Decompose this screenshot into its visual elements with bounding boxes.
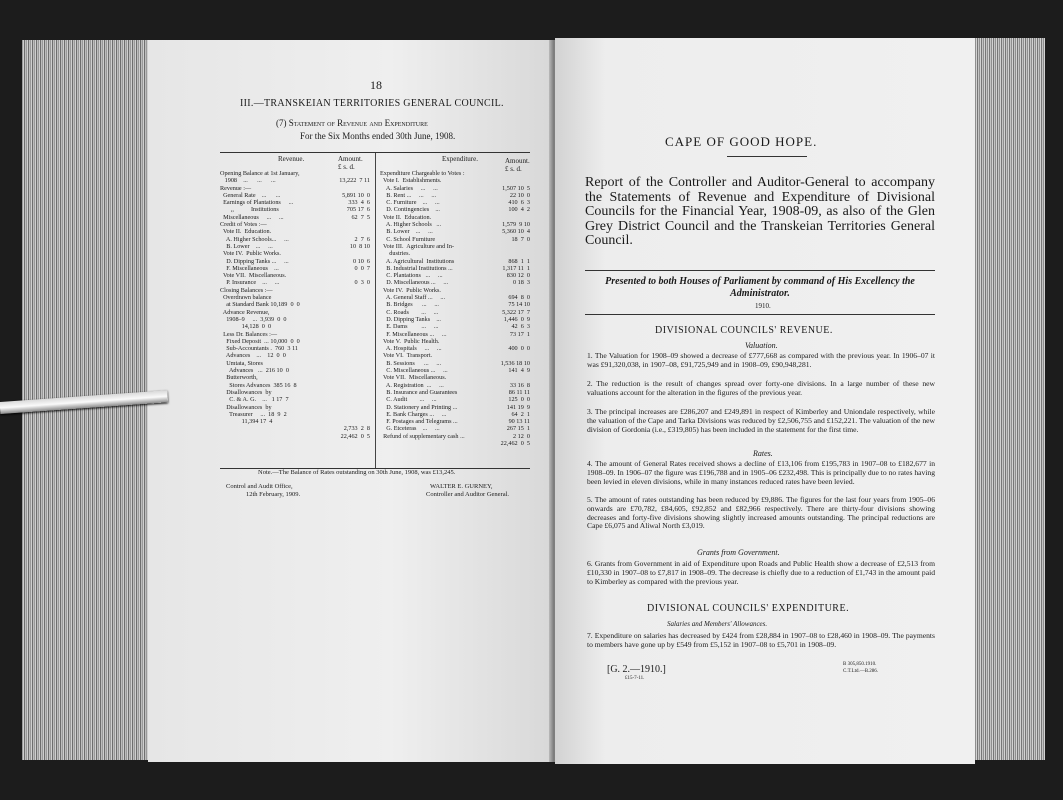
- expenditure-row: [380, 389, 530, 396]
- year-line: 1910.: [755, 302, 771, 310]
- revenue-row: [220, 331, 370, 338]
- revenue-label: C. & A. G. ... 1 17 7: [220, 396, 289, 404]
- statement-period: For the Six Months ended 30th June, 1908.: [300, 131, 456, 141]
- revenue-row: [220, 236, 370, 243]
- expenditure-amount: 0 18 3: [512, 279, 530, 287]
- expenditure-amount: 33 16 8: [509, 381, 530, 389]
- revenue-row: [220, 185, 370, 192]
- revenue-row: [220, 272, 370, 279]
- expenditure-amount: 141 4 9: [508, 367, 530, 375]
- revenue-row: [220, 199, 370, 206]
- expenditure-label: B. Bridges ... ...: [380, 301, 439, 309]
- revenue-label: Credit of Votes :—: [220, 221, 267, 229]
- rule-bottom: [585, 314, 935, 315]
- section-revenue: DIVISIONAL COUNCILS' REVENUE.: [655, 325, 833, 336]
- expenditure-row: [380, 352, 530, 359]
- expenditure-amount: 2 12 0: [512, 432, 530, 440]
- expenditure-label: B. Sessions ... ...: [380, 359, 442, 367]
- report-title: Report of the Controller and Auditor-General to accompany the Statements of Revenue and Expenditure of Divisional Councils for the Financial Year, 1908-09, as also of the Glen Grey District Council and the Transkeian Territories General Council.: [585, 175, 935, 248]
- expenditure-amount: 1,579 9 10: [502, 221, 530, 229]
- sub-grants: Grants from Government.: [697, 548, 780, 557]
- expenditure-amount: 22 10 0: [509, 191, 530, 199]
- expenditure-label: D. Miscellaneous ... ...: [380, 279, 449, 287]
- revenue-row: [220, 433, 370, 440]
- expenditure-row: [380, 221, 530, 228]
- expenditure-label: F. Miscellaneous ... ...: [380, 330, 447, 338]
- expenditure-amount: 1,536 18 10: [500, 359, 530, 367]
- expenditure-label: G. Etceteras ... ...: [380, 425, 440, 433]
- expenditure-label: A. Agricultural Institutions: [380, 257, 455, 265]
- revenue-row: [220, 338, 370, 345]
- revenue-amount: 0 0 7: [354, 264, 370, 272]
- expenditure-row: [380, 418, 530, 425]
- revenue-amount: 5,891 10 0: [342, 191, 370, 199]
- revenue-row: [220, 418, 370, 425]
- paragraph-3: 3. The principal increases are £286,207 and £249,891 in respect of Kimberley and Uniondale respectively, while the valuation of the Cape and Tarka Divisions was reduced by £2,506,755 and £152,221. The valuation of the new division of Gordonia (i.e., £319,805) has been included in the statement for the first time.: [587, 407, 935, 434]
- revenue-label: F. Miscellaneous ...: [220, 264, 279, 272]
- revenue-row: [220, 411, 370, 418]
- expenditure-amount: 1,446 0 9: [503, 315, 530, 323]
- expenditure-amount: 410 6 3: [508, 199, 530, 207]
- currency-header-right: £ s. d.: [505, 165, 522, 173]
- revenue-row: [220, 265, 370, 272]
- expenditure-label: Vote II. Education.: [380, 213, 432, 221]
- revenue-amount: 333 4 6: [348, 199, 370, 207]
- expenditure-label: A. Hospitals ... ...: [380, 345, 442, 353]
- expenditure-row: [380, 214, 530, 221]
- revenue-label: Butterworth,: [220, 374, 258, 382]
- revenue-amount: 2,733 2 8: [343, 425, 370, 433]
- revenue-label: Umtata, Stores: [220, 359, 263, 367]
- revenue-row: [220, 192, 370, 199]
- sub-rates: Rates.: [753, 449, 773, 458]
- revenue-row: [220, 316, 370, 323]
- expenditure-label: Vote I. Establishments.: [380, 177, 442, 185]
- expenditure-row: [380, 323, 530, 330]
- paragraph-7: 7. Expenditure on salaries has decreased by £424 from £28,884 in 1907–08 to £28,460 in 1908–09. The payments to members have gone up by £549 from £5,152 in 1907–08 to £5,701 in 1908–09.: [587, 631, 935, 649]
- expenditure-label: dustries.: [380, 250, 411, 258]
- section-expenditure: DIVISIONAL COUNCILS' EXPENDITURE.: [647, 603, 850, 614]
- small-reference: £15-7-11.: [625, 676, 645, 681]
- revenue-label: 1908–9 ... 3,939 0 0: [220, 315, 287, 323]
- expenditure-label: B. Insurance and Guarantees: [380, 388, 458, 396]
- expenditure-row: [380, 411, 530, 418]
- expenditure-label: C. Audit ... ...: [380, 396, 437, 404]
- revenue-row: [220, 206, 370, 213]
- table-divider: [375, 153, 376, 468]
- expenditure-amount: 400 0 0: [508, 345, 530, 353]
- expenditure-row: [380, 433, 530, 440]
- revenue-label: D. Dipping Tanks ... ...: [220, 257, 289, 265]
- revenue-label: 11,394 17 4: [220, 418, 273, 426]
- revenue-amount: 62 7 5: [351, 213, 370, 221]
- expenditure-row: [380, 279, 530, 286]
- paragraph-1: 1. The Valuation for 1908–09 showed a decrease of £777,668 as compared with the previous year. In 1906–07 it was £91,320,038, in 1907–08, £91,725,949 and in 1908–09, £90,948,281.: [587, 351, 935, 369]
- revenue-label: 1908 ... ... ...: [220, 177, 276, 185]
- amount-header: Amount.: [338, 155, 363, 163]
- expenditure-row: [380, 425, 530, 432]
- expenditure-amount: 694 8 0: [508, 294, 530, 302]
- revenue-row: [220, 360, 370, 367]
- expenditure-label: E. Dams ... ...: [380, 323, 439, 331]
- revenue-label: Stores Advances 385 16 8: [220, 381, 297, 389]
- revenue-column: [220, 170, 370, 440]
- expenditure-label: D. Dipping Tanks ...: [380, 315, 441, 323]
- revenue-label: Advance Revenue,: [220, 308, 270, 316]
- expenditure-amount: 267 15 1: [506, 425, 530, 433]
- revenue-row: [220, 309, 370, 316]
- expenditure-label: Vote IV. Public Works.: [380, 286, 441, 294]
- expenditure-label: Expenditure Chargeable to Votes :: [380, 170, 465, 177]
- revenue-row: [220, 287, 370, 294]
- expenditure-row: [380, 192, 530, 199]
- expenditure-label: A. Higher Schools ...: [380, 221, 442, 229]
- revenue-label: P. Insurance ... ...: [220, 279, 280, 287]
- expenditure-label: A. Registration ... ...: [380, 381, 444, 389]
- expenditure-row: [380, 185, 530, 192]
- office-line-1: Control and Audit Office,: [226, 483, 293, 490]
- expenditure-label: B. Rent ... ... ...: [380, 191, 437, 199]
- revenue-label: Fixed Deposit ... 10,000 0 0: [220, 337, 300, 345]
- page-number: 18: [370, 78, 382, 92]
- expenditure-amount: 73 17 1: [509, 330, 530, 338]
- sub-valuation: Valuation.: [745, 341, 778, 350]
- expenditure-amount: 1,507 10 5: [502, 184, 530, 192]
- revenue-row: [220, 389, 370, 396]
- revenue-row: [220, 250, 370, 257]
- statement-title: (7) Statement of Revenue and Expenditure: [276, 118, 428, 128]
- revenue-label: Vote VII. Miscellaneous.: [220, 272, 287, 280]
- expenditure-amount: 125 0 0: [508, 396, 530, 404]
- expenditure-row: [380, 360, 530, 367]
- signer-title: Controller and Auditor General.: [426, 491, 510, 498]
- revenue-row: [220, 301, 370, 308]
- revenue-row: [220, 323, 370, 330]
- revenue-amount: 0 10 6: [352, 257, 370, 265]
- expenditure-label: A. Salaries ... ...: [380, 184, 438, 192]
- revenue-label: Sub-Accountants . 760 3 11: [220, 345, 298, 353]
- expenditure-label: D. Stationery and Printing ...: [380, 403, 458, 411]
- expenditure-label: Vote VII. Miscellaneous.: [380, 374, 447, 382]
- rule-top: [585, 270, 935, 271]
- expenditure-amount: 5,360 10 4: [502, 228, 530, 236]
- revenue-label: General Rate ... ...: [220, 191, 281, 199]
- book-page-edges-right: [975, 38, 1045, 760]
- revenue-row: [220, 279, 370, 286]
- expenditure-header: Expenditure.: [442, 155, 478, 163]
- expenditure-row: [380, 236, 530, 243]
- presented-line: Presented to both Houses of Parliament by command of His Excellency the Administrator.: [605, 276, 915, 299]
- document-title: CAPE OF GOOD HOPE.: [665, 134, 818, 149]
- expenditure-label: C. Roads ... ...: [380, 308, 439, 316]
- expenditure-row: [380, 382, 530, 389]
- expenditure-row: [380, 367, 530, 374]
- revenue-row: [220, 352, 370, 359]
- revenue-label: Less Dr. Balances :—: [220, 330, 278, 338]
- revenue-label: Miscellaneous ... ...: [220, 213, 284, 221]
- revenue-label: B. Lower ... ...: [220, 242, 273, 250]
- expenditure-row: [380, 396, 530, 403]
- revenue-label: Closing Balances :—: [220, 286, 273, 294]
- revenue-label: Disallowances by: [220, 403, 272, 411]
- signer-name: WALTER E. GURNEY,: [430, 483, 493, 490]
- revenue-label: Advances ... 12 0 0: [220, 352, 286, 360]
- revenue-amount: 22,462 0 5: [340, 432, 370, 440]
- revenue-label: Vote II. Education.: [220, 228, 272, 236]
- expenditure-label: C. School Furniture: [380, 235, 436, 243]
- expenditure-amount: 868 1 1: [508, 257, 530, 265]
- expenditure-row: [380, 338, 530, 345]
- expenditure-row: [380, 243, 530, 250]
- expenditure-row: [380, 374, 530, 381]
- expenditure-amount: 100 4 2: [508, 206, 530, 214]
- revenue-label: Opening Balance at 1st January,: [220, 170, 300, 177]
- expenditure-row: [380, 177, 530, 184]
- expenditure-row: [380, 294, 530, 301]
- expenditure-row: [380, 404, 530, 411]
- revenue-expenditure-table: [220, 152, 530, 469]
- revenue-row: [220, 214, 370, 221]
- paragraph-6: 6. Grants from Government in aid of Expenditure upon Roads and Public Health show a decrease of £2,513 from £10,330 in 1907–08 to £7,817 in 1908–09. The decrease is chiefly due to a reduction of £1,743 in the amount paid to Kimberley as compared with the previous year.: [587, 559, 935, 586]
- sub-salaries: Salaries and Members' Allowances.: [667, 620, 768, 628]
- expenditure-amount: 22,462 0 5: [500, 439, 530, 447]
- expenditure-amount: 1,317 11 1: [502, 264, 530, 272]
- left-page: [148, 40, 553, 762]
- expenditure-row: [380, 331, 530, 338]
- paragraph-4: 4. The amount of General Rates received shows a decline of £13,106 from £195,783 in 1907–08 to £182,677 in 1908–09. In 1906–07 the figure was £196,788 and in 1905–06 £232,498. This is principally due to no rates having been levied in eleven divisions, while in many instances reduced rates have been levied.: [587, 459, 935, 486]
- printer-line-2: C.T.Ltd.—B.286.: [843, 669, 879, 674]
- revenue-amount: 2 7 6: [354, 235, 370, 243]
- revenue-label: 14,128 0 0: [220, 323, 272, 331]
- balance-note: Note.—The Balance of Rates outstanding on 30th June, 1908, was £13,245.: [258, 469, 456, 476]
- revenue-row: [220, 294, 370, 301]
- expenditure-row: [380, 250, 530, 257]
- revenue-row: [220, 404, 370, 411]
- expenditure-row: [380, 199, 530, 206]
- expenditure-amount: 86 11 11: [508, 388, 530, 396]
- revenue-amount: 705 17 6: [346, 206, 370, 214]
- expenditure-column: [380, 170, 530, 447]
- right-page: [555, 38, 975, 764]
- revenue-row: [220, 170, 370, 177]
- revenue-row: [220, 243, 370, 250]
- expenditure-label: B. Lower ... ...: [380, 228, 433, 236]
- revenue-label: Revenue :—: [220, 184, 252, 192]
- revenue-row: [220, 345, 370, 352]
- expenditure-row: [380, 228, 530, 235]
- expenditure-label: F. Postages and Telegrams ...: [380, 418, 458, 426]
- g-reference: [G. 2.—1910.]: [607, 664, 666, 675]
- expenditure-amount: 18 7 0: [511, 235, 530, 243]
- revenue-label: ,, Institutions: [220, 206, 279, 214]
- expenditure-row: [380, 272, 530, 279]
- expenditure-amount: 5,322 17 7: [502, 308, 530, 316]
- printer-line-1: B 305,850.1910.: [843, 662, 877, 667]
- revenue-row: [220, 177, 370, 184]
- revenue-row: [220, 221, 370, 228]
- revenue-label: Earnings of Plantations ...: [220, 199, 294, 207]
- revenue-label: A. Higher Schools... ...: [220, 235, 289, 243]
- revenue-row: [220, 258, 370, 265]
- revenue-amount: 0 3 0: [354, 279, 370, 287]
- revenue-label: Vote IV. Public Works.: [220, 250, 281, 258]
- expenditure-row: [380, 287, 530, 294]
- revenue-row: [220, 374, 370, 381]
- expenditure-row: [380, 206, 530, 213]
- office-line-2: 12th February, 1909.: [246, 491, 301, 498]
- expenditure-label: C. Miscellaneous ... ...: [380, 367, 448, 375]
- expenditure-row: [380, 309, 530, 316]
- currency-header: £ s. d.: [338, 163, 355, 171]
- revenue-header: Revenue.: [278, 155, 305, 163]
- expenditure-row: [380, 301, 530, 308]
- expenditure-label: Vote V. Public Health.: [380, 337, 440, 345]
- expenditure-amount: 141 19 9: [506, 403, 530, 411]
- expenditure-label: B. Industrial Institutions ...: [380, 264, 453, 272]
- revenue-label: Treasurer ... 18 9 2: [220, 410, 287, 418]
- paragraph-5: 5. The amount of rates outstanding has been reduced by £9,886. The figures for the last four years from 1905–06 onwards are £70,782, £84,605, £92,852 and £82,966 respectively. There are thirty-four divisions showing decreases and forty-five divisions showing slightly increased amounts outstanding. The principal reductions are Cape £6,075 and Aliwal North £3,019.: [587, 495, 935, 531]
- expenditure-label: Refund of supplementary cash ...: [380, 432, 465, 440]
- expenditure-amount: 75 14 10: [508, 301, 530, 309]
- expenditure-amount: 64 2 1: [511, 410, 530, 418]
- section-heading: III.—TRANSKEIAN TERRITORIES GENERAL COUNCIL.: [240, 98, 504, 109]
- title-rule: [727, 156, 807, 157]
- revenue-row: [220, 367, 370, 374]
- revenue-label: Advances ... 216 10 0: [220, 367, 289, 375]
- expenditure-label: A. General Staff ... ...: [380, 294, 446, 302]
- expenditure-row: [380, 440, 530, 447]
- paragraph-2: 2. The reduction is the result of changes spread over forty-one divisions. In a large number of these new valuations account for the alteration in the figures of the previous year.: [587, 379, 935, 397]
- revenue-row: [220, 396, 370, 403]
- expenditure-label: C. Plantations ... ...: [380, 272, 443, 280]
- expenditure-row: [380, 258, 530, 265]
- expenditure-label: Vote III. Agriculture and In-: [380, 242, 454, 250]
- revenue-label: Disallowances by: [220, 388, 272, 396]
- revenue-amount: 10 8 10: [349, 242, 370, 250]
- revenue-row: [220, 425, 370, 432]
- revenue-label: Overdrawn balance: [220, 294, 272, 302]
- expenditure-amount: 90 13 11: [508, 418, 530, 426]
- expenditure-row: [380, 345, 530, 352]
- expenditure-label: E. Bank Charges ... ...: [380, 410, 447, 418]
- expenditure-row: [380, 265, 530, 272]
- expenditure-amount: 830 12 0: [506, 272, 530, 280]
- expenditure-row: [380, 170, 530, 177]
- amount-header-right: Amount.: [505, 157, 530, 165]
- expenditure-amount: 42 6 3: [511, 323, 530, 331]
- expenditure-label: D. Contingencies ...: [380, 206, 440, 214]
- revenue-row: [220, 228, 370, 235]
- revenue-row: [220, 382, 370, 389]
- expenditure-label: Vote VI. Transport.: [380, 352, 433, 360]
- revenue-amount: 13,222 7 11: [339, 177, 370, 185]
- expenditure-label: C. Furniture ... ...: [380, 199, 440, 207]
- revenue-label: at Standard Bank 10,189 0 0: [220, 301, 300, 309]
- expenditure-row: [380, 316, 530, 323]
